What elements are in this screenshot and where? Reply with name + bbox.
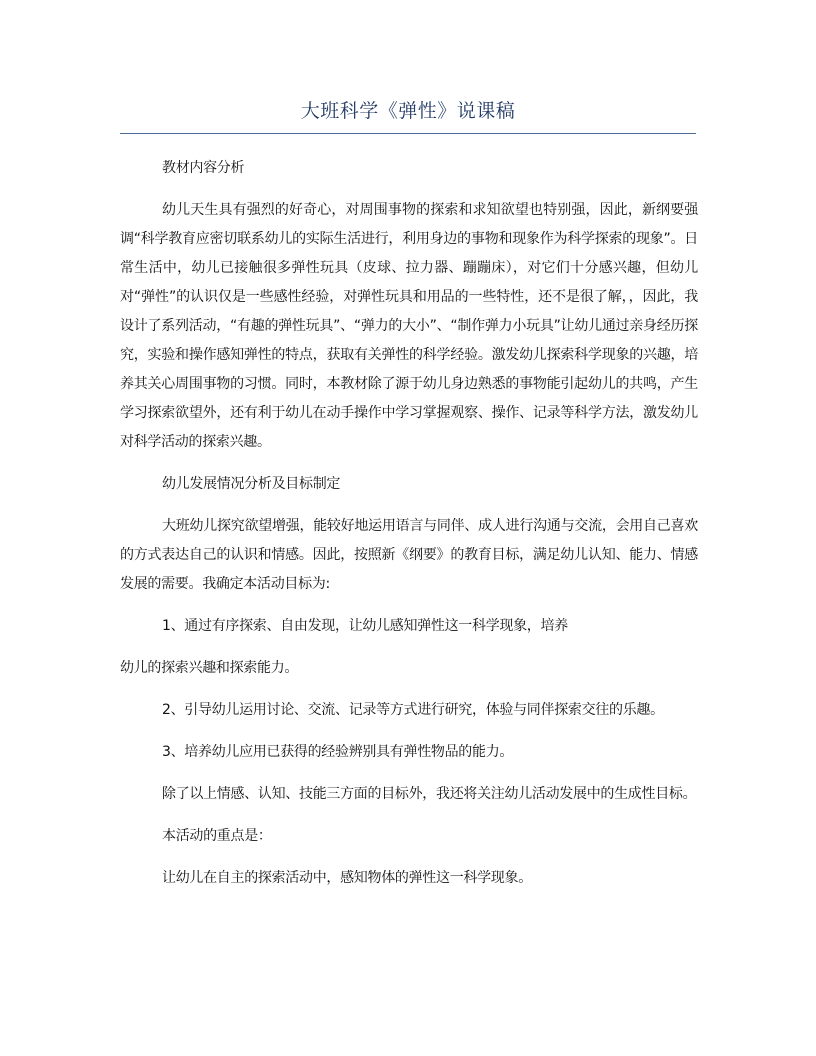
paragraph-material-analysis: 幼儿天生具有强烈的好奇心，对周围事物的探索和求知欲望也特别强，因此，新纲要强调“科学教育应密切联系幼儿的实际生活进行，利用身边的事物和现象作为科学探索的现象”。日常生活中，幼儿已接触很多弹性玩具（皮球、拉力器、蹦蹦床），对它们十分感兴趣，但幼儿对“弹性”的认识仅是一些感性经验，对弹性玩具和用品的一些特性，还不是很了解，，因此，我设计了系列活动，“有趣的弹性玩具”、“弹力的大小”、“制作弹力小玩具”让幼儿通过亲身经历探究，实验和操作感知弹性的特点，获取有关弹性的科学经验。激发幼儿探索科学现象的兴趣，培养其关心周围事物的习惯。同时，本教材除了源于幼儿身边熟悉的事物能引起幼儿的共鸣，产生学习探索欲望外，还有利于幼儿在动手操作中学习掌握观察、操作、记录等科学方法，激发幼儿对科学活动的探索兴趣。 [120, 202, 698, 450]
section-heading-development-goals: 幼儿发展情况分析及目标制定 [162, 476, 341, 492]
paragraph-generative-goals: 除了以上情感、认知、技能三方面的目标外，我还将关注幼儿活动发展中的生成性目标。 [162, 786, 697, 802]
goal-item-1-continued: 幼儿的探索兴趣和探索能力。 [120, 660, 299, 676]
goal-item-3: 3、培养幼儿应用已获得的经验辨别具有弹性物品的能力。 [162, 744, 514, 760]
section-heading-material-analysis: 教材内容分析 [162, 160, 245, 176]
document-body [120, 154, 698, 893]
section-heading-key-points: 本活动的重点是： [162, 828, 272, 844]
page-title: 大班科学《弹性》说课稿 [300, 100, 516, 122]
paragraph-key-point: 让幼儿在自主的探索活动中，感知物体的弹性这一科学现象。 [162, 870, 532, 886]
goal-item-1: 1、通过有序探索、自由发现，让幼儿感知弹性这一科学现象，培养 [162, 618, 568, 634]
goal-item-2: 2、引导幼儿运用讨论、交流、记录等方式进行研究，体验与同伴探索交往的乐趣。 [162, 702, 664, 718]
paragraph-development-analysis: 大班幼儿探究欲望增强，能较好地运用语言与同伴、成人进行沟通与交流，会用自己喜欢的方式表达自己的认识和情感。因此，按照新《纲要》的教育目标，满足幼儿认知、能力、情感发展的需要。我确定本活动目标为: [120, 518, 698, 592]
title-underline [120, 133, 696, 134]
